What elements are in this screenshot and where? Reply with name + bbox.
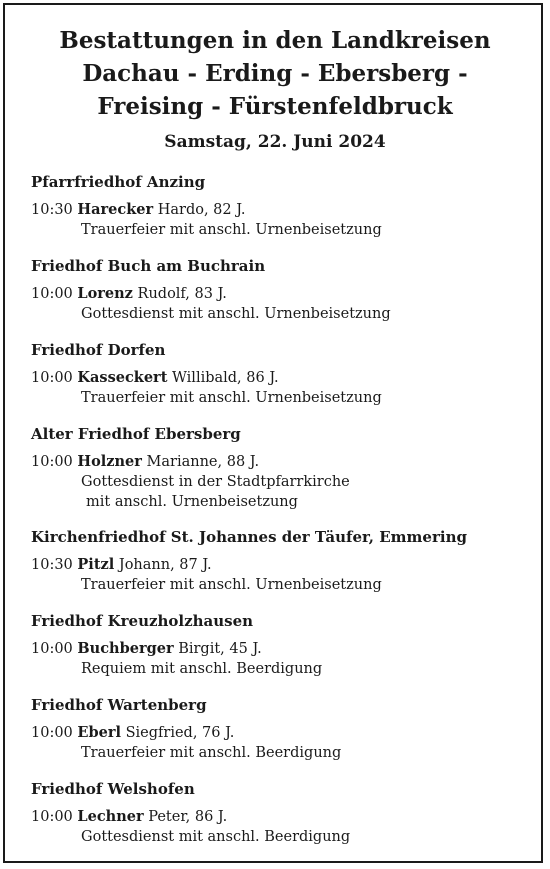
ceremony-type: Requiem mit anschl. Beerdigung <box>81 661 323 677</box>
deceased-details: Marianne, 88 J. <box>146 454 260 470</box>
cemetery-name: Pfarrfriedhof Anzing <box>31 173 206 191</box>
funeral-time: 10:00 <box>31 454 73 470</box>
funeral-time: 10:00 <box>31 370 73 386</box>
funeral-line <box>31 368 531 388</box>
ceremony-type-continued: mit anschl. Urnenbeisetzung <box>86 494 298 510</box>
ceremony-type: Gottesdienst in der Stadtpfarrkirche <box>81 474 350 490</box>
cemetery-entry <box>31 172 531 256</box>
cemetery-entry <box>31 340 531 424</box>
cemetery-entry <box>31 527 531 611</box>
deceased-details: Johann, 87 J. <box>118 557 212 573</box>
deceased-surname: Eberl <box>77 724 121 741</box>
deceased-details: Siegfried, 76 J. <box>125 725 235 741</box>
ceremony-type: Trauerfeier mit anschl. Urnenbeisetzung <box>81 222 382 238</box>
deceased-details: Rudolf, 83 J. <box>137 286 227 302</box>
cemetery-name: Alter Friedhof Ebersberg <box>31 425 241 443</box>
funeral-line <box>31 639 531 659</box>
funeral-line <box>31 555 531 575</box>
funeral-time: 10:00 <box>31 286 73 302</box>
deceased-surname: Buchberger <box>77 640 174 657</box>
cemetery-entry <box>31 424 531 527</box>
deceased-details: Hardo, 82 J. <box>157 202 246 218</box>
funeral-time: 10:30 <box>31 202 73 218</box>
funeral-date: Samstag, 22. Juni 2024 <box>164 132 386 152</box>
cemetery-entry <box>31 695 531 779</box>
ceremony-type: Trauerfeier mit anschl. Beerdigung <box>81 745 342 761</box>
funeral-line <box>31 452 531 472</box>
funeral-line <box>31 200 531 220</box>
cemetery-entry <box>31 779 531 863</box>
cemetery-name: Kirchenfriedhof St. Johannes der Täufer, Emmering <box>31 528 467 546</box>
cemetery-list <box>31 172 531 863</box>
cemetery-name: Friedhof Kreuzholzhausen <box>31 612 254 630</box>
title-line-2: Dachau - Erding - Ebersberg - <box>82 60 468 87</box>
funeral-time: 10:00 <box>31 725 73 741</box>
ceremony-type: Gottesdienst mit anschl. Urnenbeisetzung <box>81 306 391 322</box>
deceased-surname: Lechner <box>77 808 144 825</box>
deceased-details: Willibald, 86 J. <box>172 370 279 386</box>
page-title <box>0 24 550 123</box>
funeral-time: 10:00 <box>31 809 73 825</box>
title-line-1: Bestattungen in den Landkreisen <box>59 27 491 54</box>
ceremony-type: Trauerfeier mit anschl. Urnenbeisetzung <box>81 390 382 406</box>
cemetery-name: Friedhof Welshofen <box>31 780 195 798</box>
deceased-details: Peter, 86 J. <box>148 809 228 825</box>
funeral-time: 10:30 <box>31 557 73 573</box>
deceased-surname: Kasseckert <box>77 369 168 386</box>
deceased-surname: Harecker <box>77 201 154 218</box>
deceased-details: Birgit, 45 J. <box>178 641 262 657</box>
cemetery-name: Friedhof Wartenberg <box>31 696 207 714</box>
ceremony-type: Gottesdienst mit anschl. Beerdigung <box>81 829 351 845</box>
cemetery-entry <box>31 611 531 695</box>
funeral-line <box>31 807 531 827</box>
title-line-3: Freising - Fürstenfeldbruck <box>97 93 453 120</box>
cemetery-entry <box>31 256 531 340</box>
cemetery-name: Friedhof Buch am Buchrain <box>31 257 266 275</box>
cemetery-name: Friedhof Dorfen <box>31 341 166 359</box>
funeral-line <box>31 284 531 304</box>
deceased-surname: Lorenz <box>77 285 133 302</box>
funeral-time: 10:00 <box>31 641 73 657</box>
ceremony-type: Trauerfeier mit anschl. Urnenbeisetzung <box>81 577 382 593</box>
deceased-surname: Holzner <box>77 453 142 470</box>
funeral-line <box>31 723 531 743</box>
deceased-surname: Pitzl <box>77 556 115 573</box>
